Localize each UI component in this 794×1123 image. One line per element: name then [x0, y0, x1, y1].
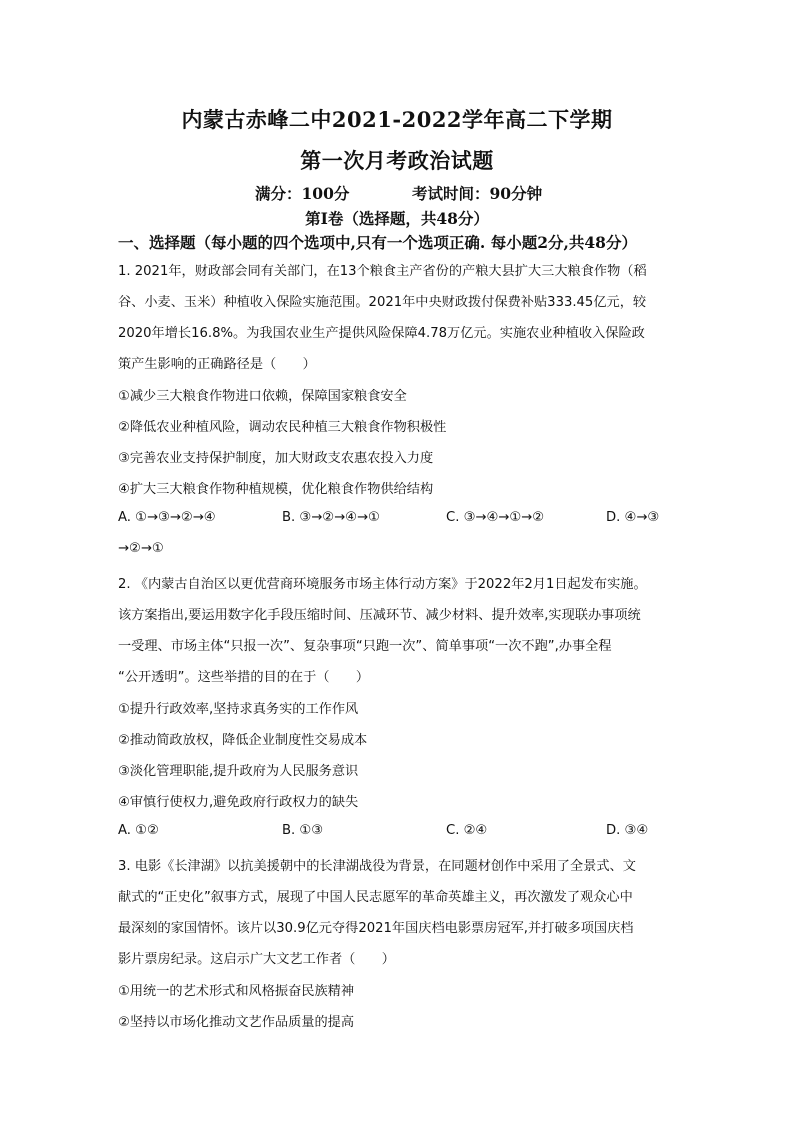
- q1-item: ④扩大三大粮食作物种植规模，优化粮食作物供给结构: [118, 482, 434, 497]
- exam-title-line1: 内蒙古赤峰二中2021-2022学年高二下学期: [181, 107, 613, 132]
- q1-option-d: D. ④→③: [606, 510, 660, 525]
- q2-stem-line: 2. 《内蒙古自治区以更优营商环境服务市场主体行动方案》于2022年2月1日起发布实施。: [118, 577, 647, 592]
- q2-option-c: C. ②④: [446, 823, 488, 838]
- section-heading: 一、选择题（每小题的四个选项中,只有一个选项正确. 每小题2分,共48分）: [118, 233, 637, 252]
- exam-time: 考试时间：90分钟: [412, 184, 543, 203]
- q1-option-b: B. ③→②→④→①: [282, 510, 380, 525]
- q2-stem-line: 该方案指出,要运用数字化手段压缩时间、压减环节、减少材料、提升效率,实现联办事项统: [118, 608, 641, 623]
- q1-item: ②降低农业种植风险，调动农民种植三大粮食作物积极性: [118, 420, 447, 435]
- q1-option-a: A. ①→③→②→④: [118, 510, 216, 525]
- exam-title-line2: 第一次月考政治试题: [300, 148, 494, 173]
- q1-item: ③完善农业支持保护制度，加大财政支农惠农投入力度: [118, 451, 434, 466]
- q3-stem-line: 3. 电影《长津湖》以抗美援朝中的长津湖战役为背景，在同题材创作中采用了全景式、文: [118, 859, 636, 874]
- q1-option-d-wrap: →②→①: [118, 541, 164, 556]
- q3-stem-line: 最深刻的家国情怀。该片以30.9亿元夺得2021年国庆档电影票房冠军,并打破多项国庆档: [118, 921, 634, 936]
- volume-heading: 第Ⅰ卷（选择题，共48分）: [305, 209, 489, 228]
- q2-option-d: D. ③④: [606, 823, 649, 838]
- q2-option-b: B. ①③: [282, 823, 324, 838]
- q1-stem-line: 谷、小麦、玉米）种植收入保险实施范围。2021年中央财政拨付保费补贴333.45亿元，较: [118, 295, 647, 310]
- q1-stem-line: 策产生影响的正确路径是（ ）: [118, 357, 316, 372]
- q3-item: ②坚持以市场化推动文艺作品质量的提高: [118, 1015, 355, 1030]
- q1-stem-line: 1. 2021年，财政部会同有关部门，在13个粮食主产省份的产粮大县扩大三大粮食作物（稻: [118, 264, 647, 279]
- q3-stem-line: 影片票房纪录。这启示广大文艺工作者（ ）: [118, 952, 395, 967]
- q2-stem-line: 一受理、市场主体“只报一次”、复杂事项“只跑一次”、简单事项“一次不跑”,办事全程: [118, 639, 612, 654]
- q1-option-c: C. ③→④→①→②: [446, 510, 545, 525]
- q2-item: ①提升行政效率,坚持求真务实的工作作风: [118, 702, 359, 717]
- q3-stem-line: 献式的“正史化”叙事方式，展现了中国人民志愿军的革命英雄主义，再次激发了观众心中: [118, 890, 633, 905]
- q2-stem-line: “公开透明”。这些举措的目的在于（ ）: [118, 670, 370, 685]
- q1-item: ①减少三大粮食作物进口依赖，保障国家粮食安全: [118, 389, 407, 404]
- q2-option-a: A. ①②: [118, 823, 159, 838]
- q2-item: ③淡化管理职能,提升政府为人民服务意识: [118, 764, 359, 779]
- q2-item: ④审慎行使权力,避免政府行政权力的缺失: [118, 795, 359, 810]
- q1-stem-line: 2020年增长16.8%。为我国农业生产提供风险保障4.78万亿元。实施农业种植收入保险政: [118, 326, 645, 341]
- full-score: 满分：100分: [255, 184, 350, 203]
- q2-item: ②推动简政放权，降低企业制度性交易成本: [118, 733, 368, 748]
- q3-item: ①用统一的艺术形式和风格振奋民族精神: [118, 984, 355, 999]
